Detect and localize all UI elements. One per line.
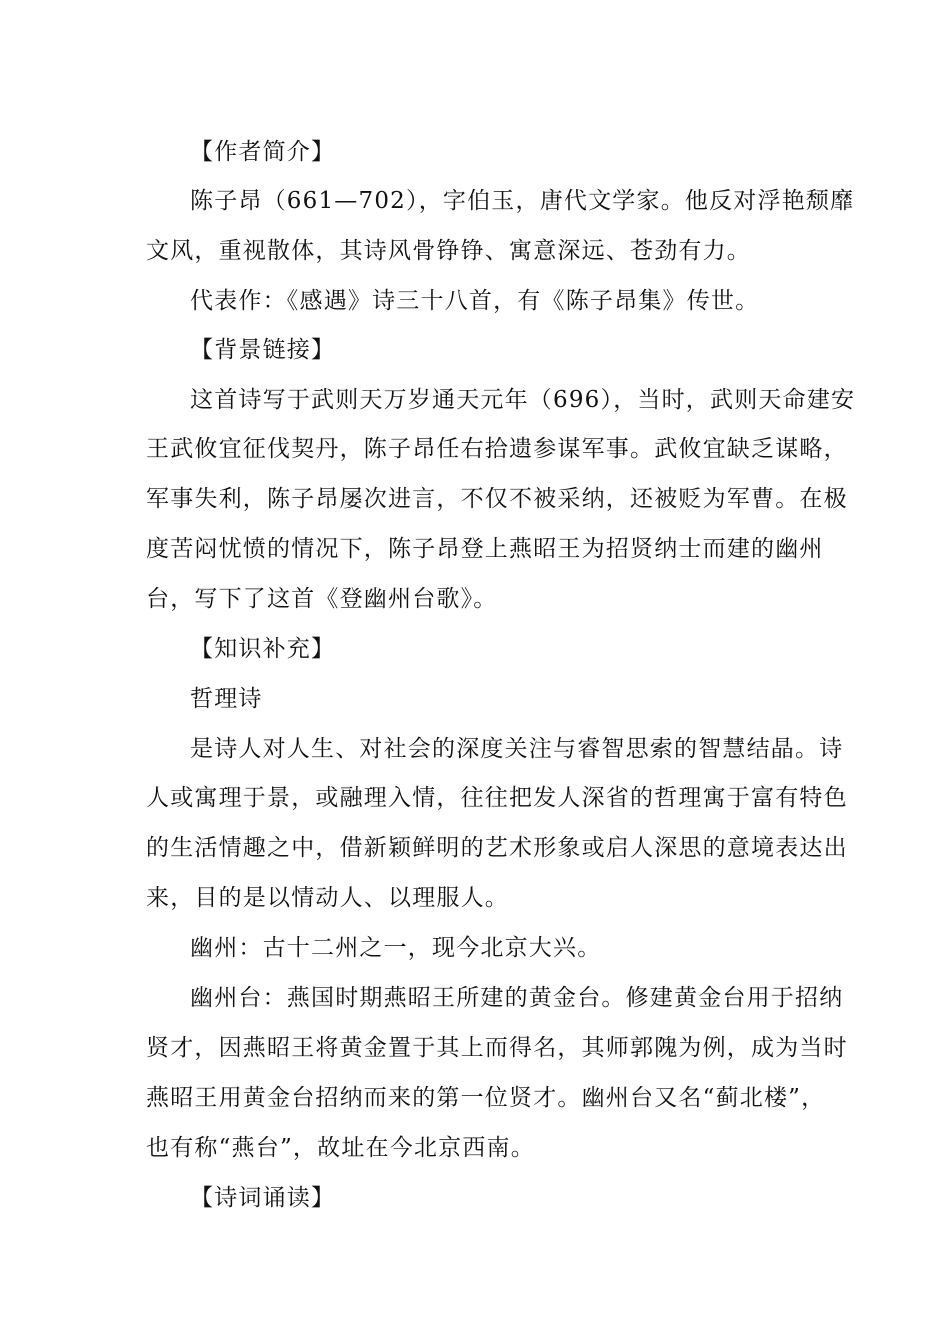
section-heading-recite: 【诗词诵读】 xyxy=(190,1185,336,1211)
paragraph-line: 幽州台：燕国时期燕昭王所建的黄金台。修建黄金台用于招纳 xyxy=(190,985,844,1011)
paragraph-line: 是诗人对人生、对社会的深度关注与睿智思索的智慧结晶。诗 xyxy=(190,736,844,762)
paragraph-line: 人或寓理于景，或融理入情，往往把发人深省的哲理寓于富有特色 xyxy=(146,785,848,811)
paragraph-line: 幽州：古十二州之一，现今北京大兴。 xyxy=(190,935,602,961)
term-heading: 哲理诗 xyxy=(190,686,263,712)
paragraph-line: 这首诗写于武则天万岁通天元年（696），当时，武则天命建安 xyxy=(190,387,856,413)
paragraph-line: 贤才，因燕昭王将黄金置于其上而得名，其师郭隗为例，成为当时 xyxy=(146,1035,848,1061)
section-heading-knowledge: 【知识补充】 xyxy=(190,636,336,662)
paragraph-line: 军事失利，陈子昂屡次进言，不仅不被采纳，还被贬为军曹。在极 xyxy=(146,486,848,512)
paragraph-line: 文风，重视散体，其诗风骨铮铮、寓意深远、苍劲有力。 xyxy=(146,238,751,264)
paragraph-line: 陈子昂（661—702），字伯玉，唐代文学家。他反对浮艳颓靡 xyxy=(190,188,855,214)
paragraph-line: 代表作：《感遇》诗三十八首，有《陈子昂集》传世。 xyxy=(190,288,760,314)
section-heading-author: 【作者简介】 xyxy=(190,139,336,165)
section-heading-background: 【背景链接】 xyxy=(190,337,336,363)
paragraph-line: 度苦闷忧愤的情况下，陈子昂登上燕昭王为招贤纳士而建的幽州 xyxy=(146,536,824,562)
paragraph-line: 也有称“燕台”，故址在今北京西南。 xyxy=(146,1135,535,1161)
paragraph-line: 来，目的是以情动人、以理服人。 xyxy=(146,885,509,911)
paragraph-line: 台，写下了这首《登幽州台歌》。 xyxy=(146,586,498,612)
paragraph-line: 的生活情趣之中，借新颖鲜明的艺术形象或启人深思的意境表达出 xyxy=(146,835,848,861)
paragraph-line: 燕昭王用黄金台招纳而来的第一位贤才。幽州台又名“蓟北楼”， xyxy=(146,1085,826,1111)
paragraph-line: 王武攸宜征伐契丹，陈子昂任右拾遗参谋军事。武攸宜缺乏谋略， xyxy=(146,436,848,462)
